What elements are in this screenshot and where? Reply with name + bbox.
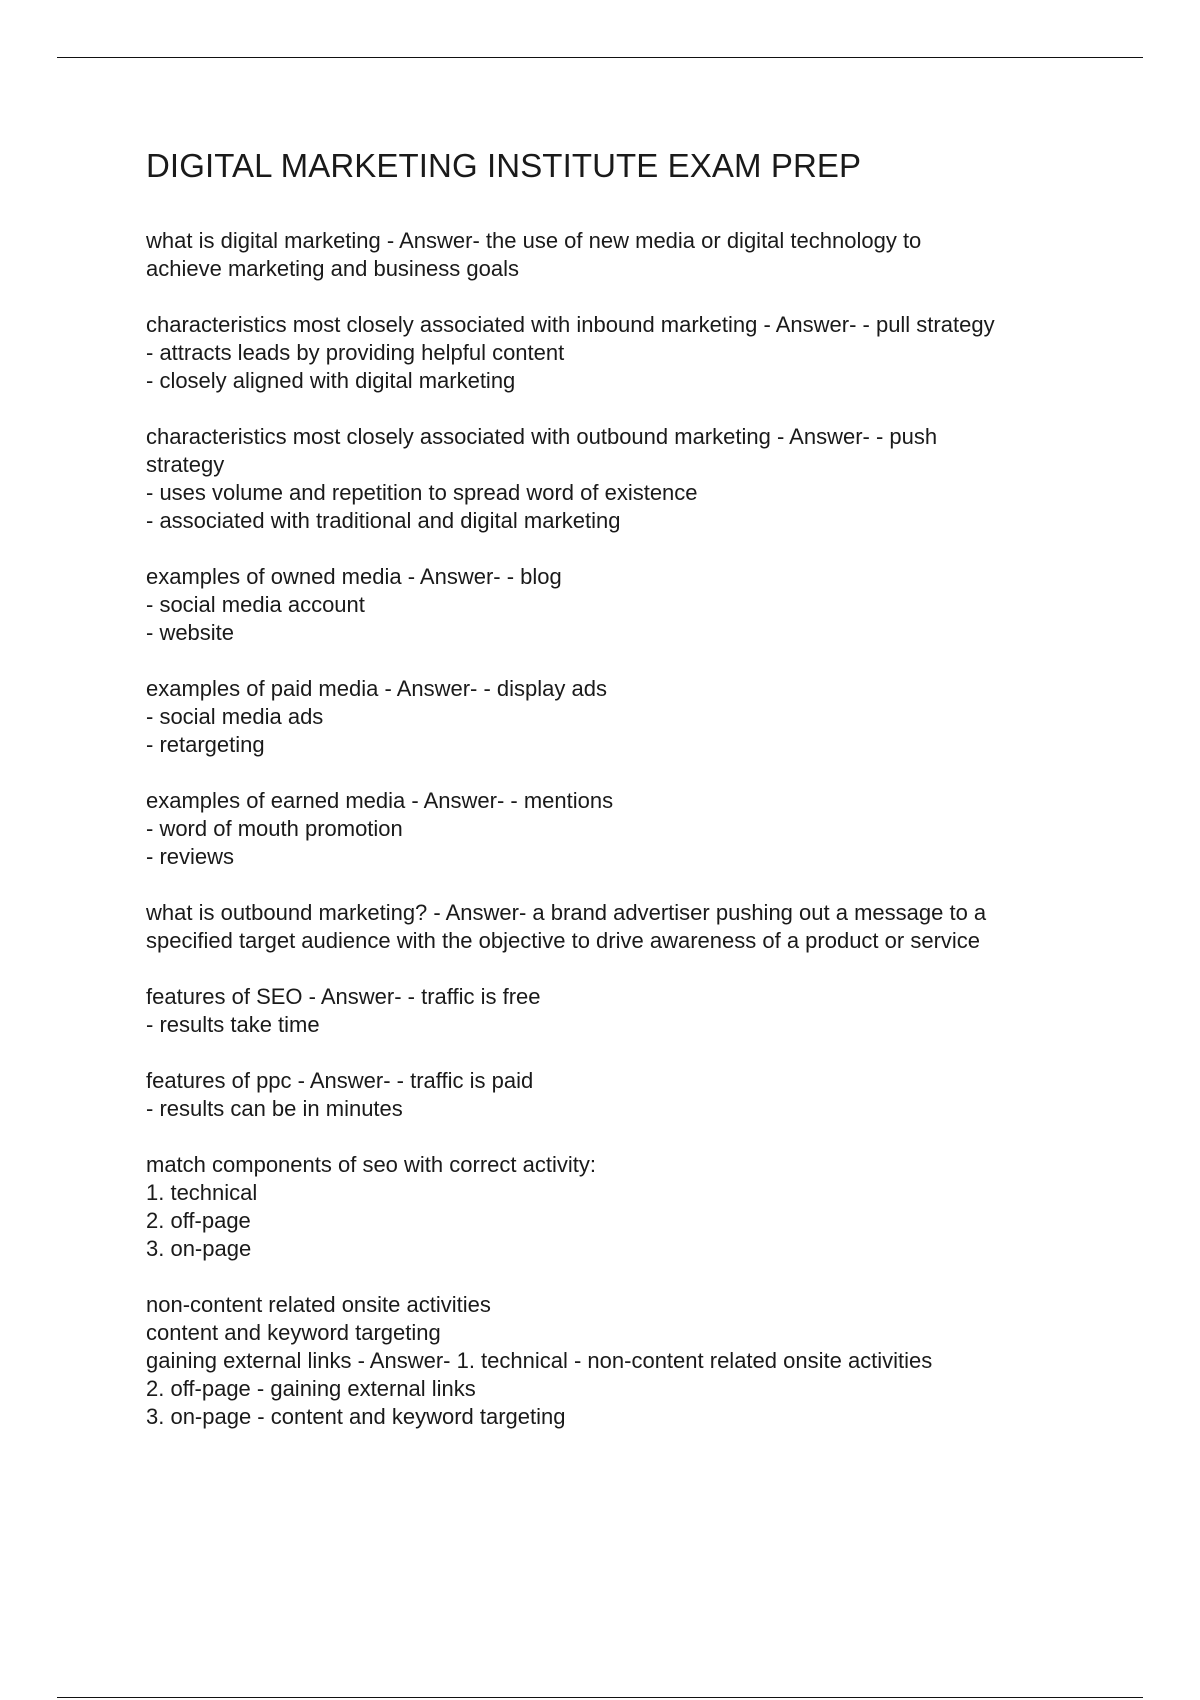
qa-line: - word of mouth promotion <box>146 816 403 841</box>
qa-line: - social media account <box>146 592 365 617</box>
qa-line: examples of earned media - Answer- - mentions <box>146 788 614 813</box>
qa-line: 2. off-page - gaining external links <box>146 1376 476 1401</box>
qa-line: 1. technical <box>146 1180 258 1205</box>
page-title: DIGITAL MARKETING INSTITUTE EXAM PREP <box>146 147 862 184</box>
qa-item <box>146 983 1106 1039</box>
qa-line: non-content related onsite activities <box>146 1292 491 1317</box>
qa-item <box>146 899 1106 955</box>
qa-item <box>146 311 1106 395</box>
qa-line: features of ppc - Answer- - traffic is paid <box>146 1068 534 1093</box>
qa-line: - website <box>146 620 235 645</box>
qa-line: 3. on-page <box>146 1236 252 1261</box>
qa-item <box>146 1151 1106 1263</box>
qa-item <box>146 675 1106 759</box>
qa-line: examples of paid media - Answer- - display ads <box>146 676 607 701</box>
bottom-rule <box>57 1697 1143 1698</box>
qa-line: examples of owned media - Answer- - blog <box>146 564 562 589</box>
qa-item <box>146 1067 1106 1123</box>
qa-line: characteristics most closely associated with inbound marketing - Answer- - pull strategy <box>146 312 995 337</box>
qa-line: characteristics most closely associated with outbound marketing - Answer- - push <box>146 424 938 449</box>
qa-line: achieve marketing and business goals <box>146 256 520 281</box>
qa-line: - social media ads <box>146 704 324 729</box>
qa-line: - reviews <box>146 844 235 869</box>
qa-line: - associated with traditional and digital marketing <box>146 508 621 533</box>
qa-item <box>146 1291 1106 1431</box>
qa-line: - attracts leads by providing helpful content <box>146 340 565 365</box>
qa-line: content and keyword targeting <box>146 1320 441 1345</box>
qa-line: what is digital marketing - Answer- the use of new media or digital technology to <box>146 228 922 253</box>
qa-line: what is outbound marketing? - Answer- a brand advertiser pushing out a message to a <box>146 900 987 925</box>
qa-item <box>146 787 1106 871</box>
qa-line: - retargeting <box>146 732 265 757</box>
qa-item <box>146 423 1106 535</box>
qa-line: match components of seo with correct activity: <box>146 1152 596 1177</box>
qa-line: specified target audience with the objective to drive awareness of a product or service <box>146 928 981 953</box>
top-rule <box>57 57 1143 58</box>
qa-line: strategy <box>146 452 225 477</box>
document-content <box>146 144 1106 1459</box>
qa-line: features of SEO - Answer- - traffic is free <box>146 984 541 1009</box>
qa-line: 3. on-page - content and keyword targeting <box>146 1404 566 1429</box>
qa-line: - closely aligned with digital marketing <box>146 368 516 393</box>
qa-list <box>146 227 1106 1431</box>
qa-item <box>146 563 1106 647</box>
qa-line: 2. off-page <box>146 1208 251 1233</box>
qa-line: - uses volume and repetition to spread word of existence <box>146 480 698 505</box>
qa-line: - results take time <box>146 1012 320 1037</box>
qa-line: gaining external links - Answer- 1. technical - non-content related onsite activities <box>146 1348 933 1373</box>
qa-item <box>146 227 1106 283</box>
qa-line: - results can be in minutes <box>146 1096 403 1121</box>
